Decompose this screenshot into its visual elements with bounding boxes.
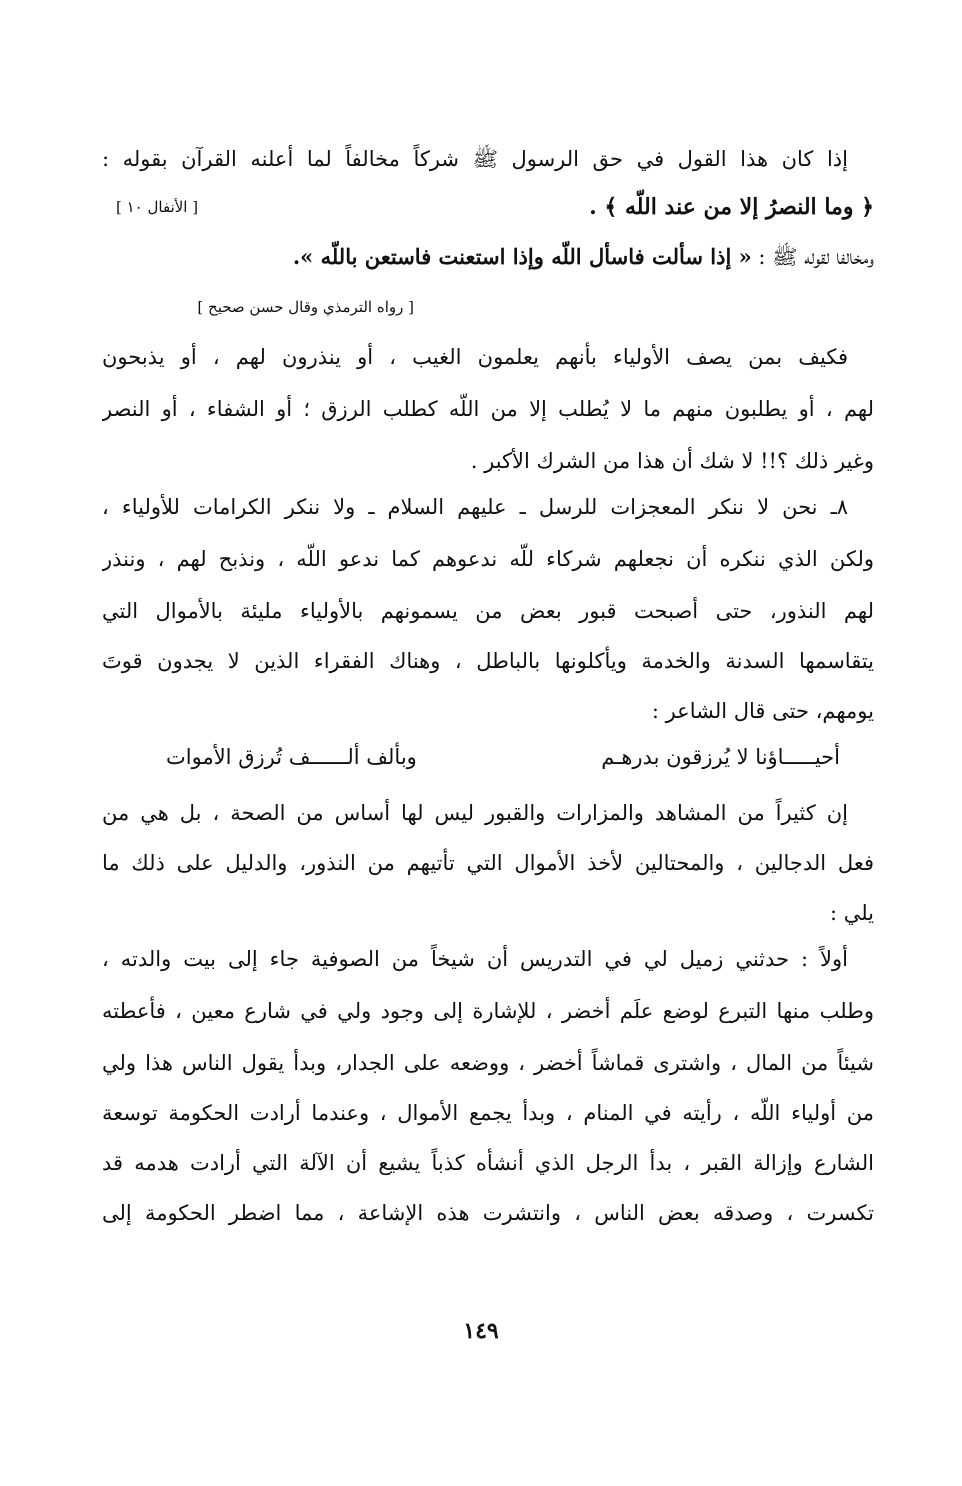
poem-second-hemistich: وبألف ألــــــف تُرزق الأموات [166,745,417,769]
hadith-source: [ رواه الترمذي وقال حسن صحيح ] [197,298,414,316]
verse-reference: [ الأنفال ١٠ ] [116,198,199,216]
poem-first-hemistich: أحيـــــاؤنا لا يُرزقون بدرهـم [601,745,840,769]
paragraph-line: إن كثيراً من المشاهد والمزارات والقبور ليس لها أساس من الصحة ، بل هي من [102,801,848,825]
hadith-text: « إذا سألت فاسأل اللّه وإذا استعنت فاستعن باللّه ». [292,244,752,269]
page-number: ١٤٩ [463,1318,499,1344]
paragraph-line: لهم النذور، حتى أصبحت قبور بعض من يسمونهم بالأولياء مليئة بالأموال التي [102,599,874,623]
paragraph-line: شيئاً من المال ، واشترى قماشاً أخضر ، ووضعه على الجدار، وبدأ يقول الناس هذا ولي [102,1051,874,1075]
intro-line: إذا كان هذا القول في حق الرسول ﷺ شركاً مخالفاً لما أعلنه القرآن بقوله : [102,147,848,171]
paragraph-line: فعل الدجالين ، والمحتالين لأخذ الأموال التي تأتيهم من النذور، والدليل على ذلك ما [102,851,874,875]
paragraph-line: لهم ، أو يطلبون منهم ما لا يُطلب إلا من اللّه كطلب الرزق ؛ أو الشفاء ، أو النصر [102,397,874,421]
paragraph-line: يتقاسمها السدنة والخدمة ويأكلونها بالباطل ، وهناك الفقراء الذين لا يجدون قوتَ [102,649,874,673]
paragraph-line: أولاً : حدثني زميل لي في التدريس أن شيخاً من الصوفية جاء إلى بيت والدته ، [102,947,848,971]
paragraph-line: يومهم، حتى قال الشاعر : [651,699,874,723]
paragraph-line: ٨ـ نحن لا ننكر المعجزات للرسل ـ عليهم السلام ـ ولا ننكر الكرامات للأولياء ، [102,495,848,519]
paragraph-line: من أولياء اللّه ، رأيته في المنام ، وبدأ يجمع الأموال ، وعندما أرادت الحكومة توسعة [102,1101,874,1125]
paragraph-line: يلي : [829,901,874,925]
hadith-line [102,240,874,274]
paragraph-line: الشارع وإزالة القبر ، بدأ الرجل الذي أنشأه كذباً يشيع أن الآلة التي أرادت هدمه قد [102,1151,874,1175]
paragraph-line: فكيف بمن يصف الأولياء بأنهم يعلمون الغيب ، أو ينذرون لهم ، أو يذبحون [102,345,848,369]
hadith-intro: ومخالفا لقوله ﷺ : [758,245,874,269]
quran-verse: ﴿ وما النصرُ إلا من عند اللّه ﴾ . [589,194,874,220]
paragraph-line: وطلب منها التبرع لوضع علَم أخضر ، للإشارة إلى وجود ولي في شارع معين ، فأعطته [102,999,874,1023]
paragraph-line: وغير ذلك ؟!! لا شك أن هذا من الشرك الأكبر . [470,449,874,473]
paragraph-line: تكسرت ، وصدقه بعض الناس ، وانتشرت هذه الإشاعة ، مما اضطر الحكومة إلى [102,1201,874,1225]
paragraph-line: ولكن الذي ننكره أن نجعلهم شركاء للّه ندعوهم كما ندعو اللّه ، ونذبح لهم ، وننذر [102,547,874,571]
